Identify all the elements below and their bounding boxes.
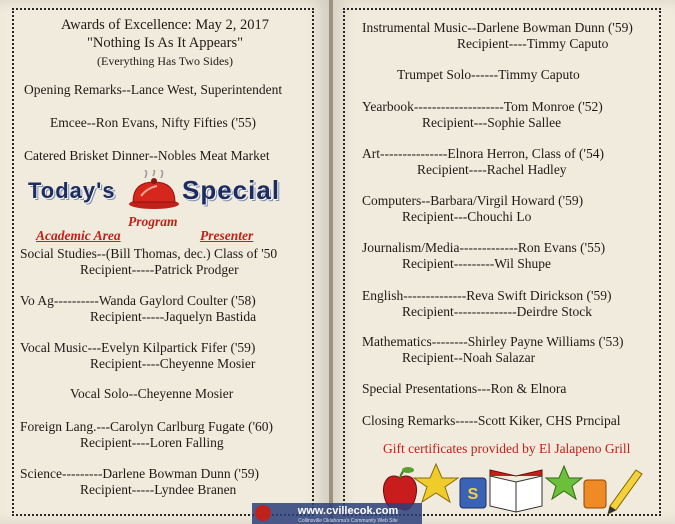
dinner-line: Catered Brisket Dinner--Nobles Meat Market — [24, 148, 270, 163]
award-presenter: Yearbook--------------------Tom Monroe ('52) — [362, 99, 603, 114]
emcee-line: Emcee--Ron Evans, Nifty Fifties ('55) — [50, 115, 257, 130]
event-title: Awards of Excellence: May 2, 2017 — [60, 17, 270, 33]
svg-text:S: S — [467, 486, 479, 503]
award-presenter: Art---------------Elnora Herron, Class of ('54) — [362, 146, 604, 161]
closing-remarks: Closing Remarks-----Scott Kiker, CHS Prncipal — [362, 413, 621, 428]
opening-remarks: Opening Remarks--Lance West, Superintendent — [24, 82, 283, 97]
award-presenter: Mathematics--------Shirley Payne Williams ('53) — [362, 334, 624, 349]
banner-word-special: Special — [182, 175, 281, 205]
award-recipient: Recipient----Rachel Hadley — [417, 162, 567, 177]
award-presenter: Science---------Darlene Bowman Dunn ('59) — [20, 466, 259, 481]
award-recipient: Recipient---Sophie Sallee — [422, 115, 562, 130]
award-presenter: English--------------Reva Swift Dirickson ('59) — [362, 288, 612, 303]
award-presenter: Vocal Solo--Cheyenne Mosier — [70, 386, 234, 401]
site-watermark — [252, 501, 422, 524]
event-subtheme: (Everything Has Two Sides) — [97, 54, 233, 68]
award-recipient: Recipient--------------Deirdre Stock — [402, 304, 593, 319]
award-presenter: Foreign Lang.---Carolyn Carlburg Fugate ('60) — [20, 419, 273, 434]
award-recipient: Recipient--Noah Salazar — [402, 350, 536, 365]
award-recipient: Recipient-----Jaquelyn Bastida — [90, 309, 257, 324]
award-presenter: Vo Ag----------Wanda Gaylord Coulter ('58) — [20, 293, 256, 308]
award-presenter: Social Studies--(Bill Thomas, dec.) Class of '50 — [20, 246, 278, 261]
watermark-url: www.cvillecok.com — [297, 505, 399, 517]
watermark-tagline: Collinsville Oklahoma's Community Web Site — [298, 518, 398, 524]
column-academic-area: Academic Area — [36, 228, 121, 243]
program-title: Program — [128, 214, 178, 229]
banner-word-todays: Today's — [28, 178, 116, 203]
serving-dish-icon — [127, 170, 181, 212]
gift-certificates-note: Gift certificates provided by El Jalapeno Grill — [383, 441, 631, 456]
special-presentations: Special Presentations---Ron & Elnora — [362, 381, 567, 396]
award-presenter: Trumpet Solo------Timmy Caputo — [397, 67, 580, 82]
award-recipient: Recipient---------Wil Shupe — [402, 256, 552, 271]
award-recipient: Recipient----Loren Falling — [80, 435, 224, 450]
award-recipient: Recipient-----Lyndee Branen — [80, 482, 237, 497]
award-presenter: Vocal Music---Evelyn Kilpartick Fifer ('59) — [20, 340, 256, 355]
award-presenter: Journalism/Media-------------Ron Evans ('55) — [362, 240, 606, 255]
award-recipient: Recipient----Cheyenne Mosier — [90, 356, 256, 371]
award-recipient: Recipient----Timmy Caputo — [457, 36, 609, 51]
award-presenter: Instrumental Music--Darlene Bowman Dunn ('59) — [362, 20, 633, 35]
event-theme: "Nothing Is As It Appears" — [86, 35, 244, 51]
column-presenter: Presenter — [200, 228, 254, 243]
award-recipient: Recipient-----Patrick Prodger — [80, 262, 239, 277]
award-recipient: Recipient---Chouchi Lo — [402, 209, 532, 224]
award-presenter: Computers--Barbara/Virgil Howard ('59) — [362, 193, 584, 208]
